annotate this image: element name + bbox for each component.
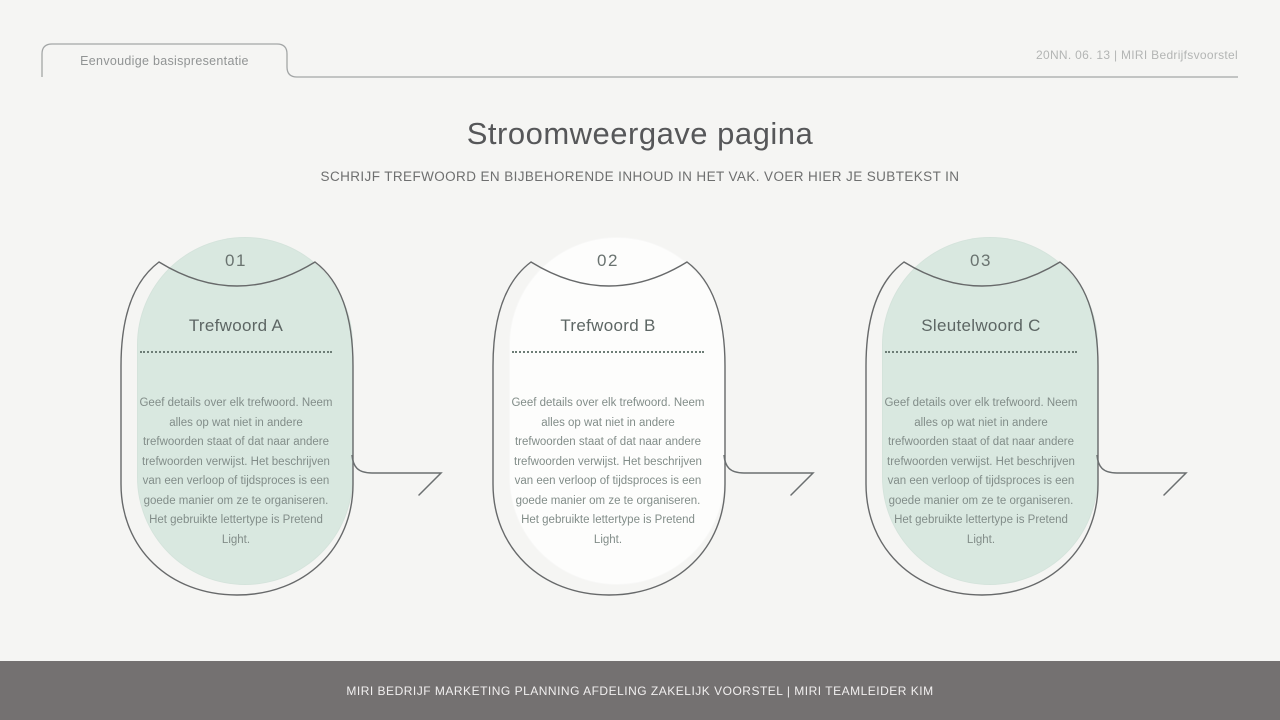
card-3-body: Geef details over elk trefwoord. Neem alles op wat niet in andere trefwoorden staat of dat naar andere trefwoorden verwijst. Het beschrijven van een verloop of tijdsproces is een goede manier om ze te organiseren. Het gebruikte lettertype is Pretend Light. bbox=[884, 397, 1078, 546]
card-2-number: 02 bbox=[597, 251, 619, 270]
card-2-body: Geef details over elk trefwoord. Neem alles op wat niet in andere trefwoorden staat of dat naar andere trefwoorden verwijst. Het beschrijven van een verloop of tijdsproces is een goede manier om ze te organiseren. Het gebruikte lettertype is Pretend Light. bbox=[511, 397, 705, 546]
card-1-divider bbox=[140, 351, 332, 353]
flow-arrow-3-icon bbox=[1095, 455, 1195, 501]
page-title: Stroomweergave pagina bbox=[466, 116, 814, 151]
flow-arrow-1-icon bbox=[350, 455, 450, 501]
tab-label: Eenvoudige basispresentatie bbox=[80, 54, 249, 68]
card-3-keyword: Sleutelwoord C bbox=[921, 316, 1041, 335]
flow-card-2 bbox=[483, 226, 733, 606]
footer-bar bbox=[0, 661, 1280, 720]
card-2-divider bbox=[512, 351, 704, 353]
flow-card-3 bbox=[856, 226, 1106, 606]
card-1-body: Geef details over elk trefwoord. Neem alles op wat niet in andere trefwoorden staat of dat naar andere trefwoorden verwijst. Het beschrijven van een verloop of tijdsproces is een goede manier om ze te organiseren. Het gebruikte lettertype is Pretend Light. bbox=[139, 397, 333, 546]
flow-card-1 bbox=[111, 226, 361, 606]
flow-arrow-2-icon bbox=[722, 455, 822, 501]
card-3-divider bbox=[885, 351, 1077, 353]
card-2-keyword: Trefwoord B bbox=[560, 316, 656, 335]
card-1-number: 01 bbox=[225, 251, 247, 270]
footer-text: MIRI BEDRIJF MARKETING PLANNING AFDELING ZAKELIJK VOORSTEL | MIRI TEAMLEIDER KIM bbox=[346, 683, 934, 698]
date-line: 20NN. 06. 13 | MIRI Bedrijfsvoorstel bbox=[1036, 48, 1238, 62]
card-1-keyword: Trefwoord A bbox=[188, 316, 284, 335]
card-3-number: 03 bbox=[970, 251, 992, 270]
page-subtitle: SCHRIJF TREFWOORD EN BIJBEHORENDE INHOUD IN HET VAK. VOER HIER JE SUBTEKST IN bbox=[320, 169, 960, 184]
